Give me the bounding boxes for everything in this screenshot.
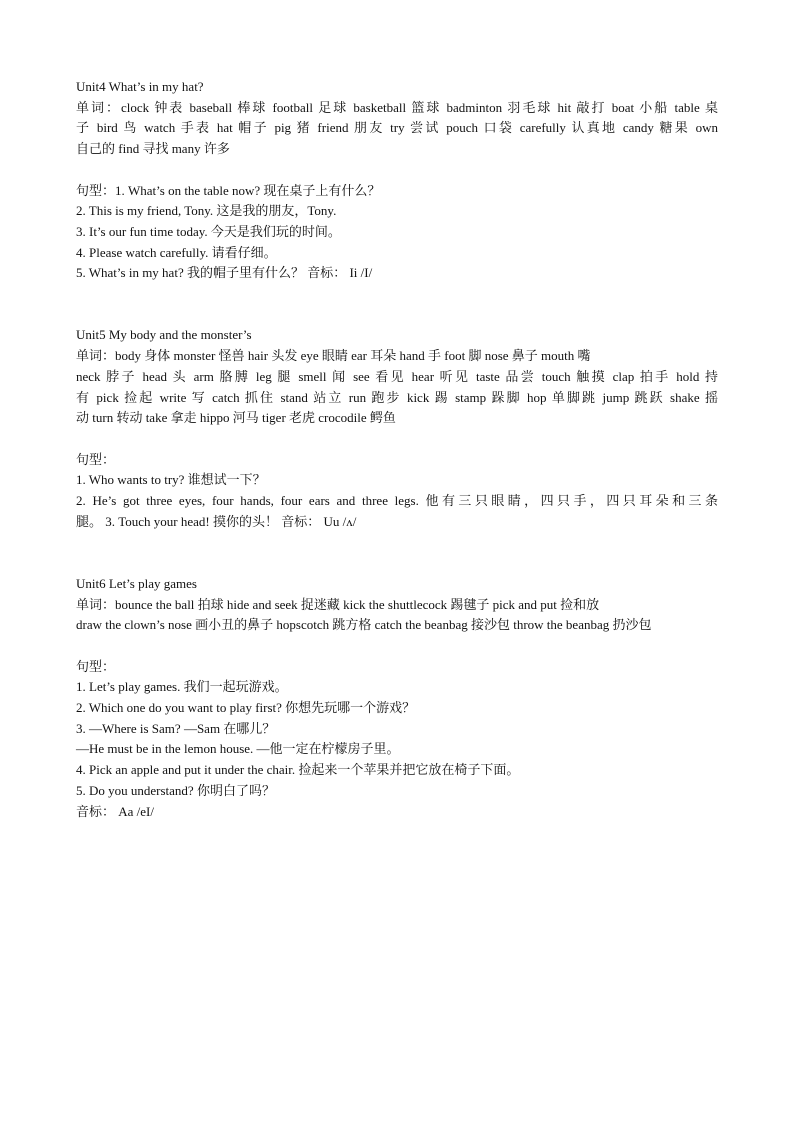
unit4-vocab-line-1: 单词：clock 钟表 baseball 棒球 football 足球 basketball 篮球 badminton 羽毛球 hit 敲打 boat 小船 table 桌 (76, 99, 718, 115)
unit6-sentence-6: 5. Do you understand? 你明白了吗？ (76, 782, 275, 798)
unit5-vocab-line-3: 有 pick 捡起 write 写 catch 抓住 stand 站立 run 跑步 kick 踢 stamp 跺脚 hop 单脚跳 jump 跳跃 shake 摇 (76, 389, 718, 405)
unit6-vocab-line-2: draw the clown’s nose 画小丑的鼻子 hopscotch 跳方格 catch the beanbag 接沙包 throw the beanbag 扔沙包 (76, 617, 652, 633)
spacer (76, 160, 718, 181)
unit5-sentence-2: 2. He’s got three eyes, four hands, four ears and three legs. 他有三只眼睛，四只手，四只耳朵和三条 (76, 493, 718, 509)
unit4-vocab-line-3: 自己的 find 寻找 many 许多 (76, 141, 230, 157)
unit6-sentence-2: 2. Which one do you want to play first? 你想先玩哪一个游戏？ (76, 700, 416, 716)
unit5-heading: Unit5 My body and the monster’s (76, 327, 252, 343)
unit6-sentence-1: 1. Let’s play games. 我们一起玩游戏。 (76, 679, 288, 695)
unit6-phonetic: 音标： Aa /eI/ (76, 803, 154, 819)
unit4-sentence-4: 4. Please watch carefully. 请看仔细。 (76, 244, 277, 260)
unit6-sentence-5: 4. Pick an apple and put it under the chair. 捡起来一个苹果并把它放在椅子下面。 (76, 762, 520, 778)
unit6-sentence-4: —He must be in the lemon house. —他一定在柠檬房子里。 (76, 741, 400, 757)
unit4-sentence-1: 句型：1. What’s on the table now? 现在桌子上有什么？ (76, 182, 381, 198)
document-body (76, 77, 718, 822)
spacer (76, 636, 718, 657)
spacer (76, 284, 718, 325)
unit5-vocab-line-2: neck 脖子 head 头 arm 胳膊 leg 腿 smell 闻 see 看见 hear 听见 taste 品尝 touch 触摸 clap 拍手 hold 持 (76, 368, 718, 384)
unit6-heading: Unit6 Let’s play games (76, 575, 197, 591)
spacer (76, 429, 718, 450)
unit5-vocab-line-4: 动 turn 转动 take 拿走 hippo 河马 tiger 老虎 crocodile 鳄鱼 (76, 410, 396, 426)
unit5-sentence-1: 1. Who wants to try? 谁想试一下？ (76, 472, 266, 488)
unit4-sentence-3: 3. It’s our fun time today. 今天是我们玩的时间。 (76, 223, 341, 239)
unit6-sentences-label: 句型： (76, 658, 116, 674)
spacer (76, 532, 718, 573)
unit6-sentence-3: 3. —Where is Sam? —Sam 在哪儿？ (76, 720, 276, 736)
unit4-heading: Unit4 What’s in my hat? (76, 79, 204, 94)
unit5-sentences-label: 句型： (76, 451, 116, 467)
unit4-sentence-5: 5. What’s in my hat? 我的帽子里有什么？ 音标： Ii /I/ (76, 265, 373, 281)
unit4-sentence-2: 2. This is my friend, Tony. 这是我的朋友，Tony. (76, 203, 337, 219)
unit4-vocab-line-2: 子 bird 鸟 watch 手表 hat 帽子 pig 猪 friend 朋友 try 尝试 pouch 口袋 carefully 认真地 candy 糖果 own (76, 120, 718, 136)
unit6-vocab-line-1: 单词：bounce the ball 拍球 hide and seek 捉迷藏 kick the shuttlecock 踢毽子 pick and put 捡和放 (76, 596, 600, 612)
unit5-sentence-3: 腿。 3. Touch your head! 摸你的头！ 音标： Uu /ʌ/ (76, 513, 357, 529)
unit5-vocab-line-1: 单词：body 身体 monster 怪兽 hair 头发 eye 眼睛 ear 耳朵 hand 手 foot 脚 nose 鼻子 mouth 嘴 (76, 348, 591, 364)
